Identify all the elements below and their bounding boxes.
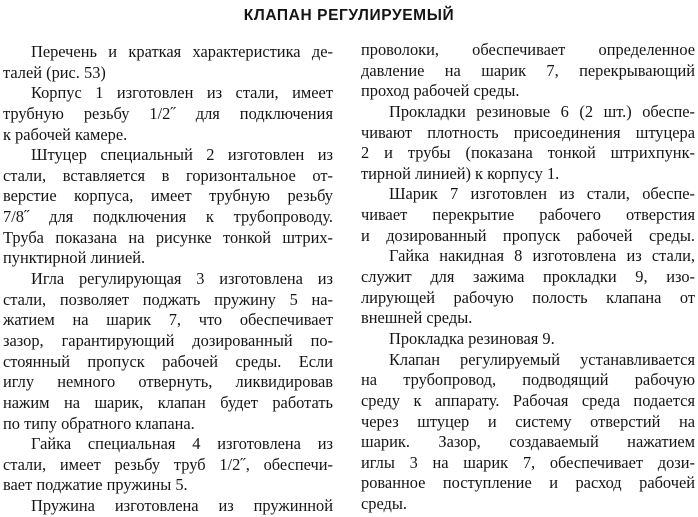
text-line: зазор, гарантирующий дозированный по- bbox=[3, 330, 333, 350]
text-line: Гайка накидная 8 изготовлена из стали, bbox=[389, 246, 695, 266]
text-line: трубную резьбу 1/2˝ для подключения bbox=[3, 103, 333, 123]
text-line: лирующей рабочую полость клапана от bbox=[361, 287, 695, 307]
text-line: Штуцер специальный 2 изготовлен из bbox=[31, 145, 333, 165]
right-text-column bbox=[361, 40, 695, 515]
text-line: нажим на шарик, клапан будет работать bbox=[3, 392, 333, 412]
text-line: внешней среды. bbox=[361, 308, 473, 328]
text-line: Пружина изготовлена из пружинной bbox=[31, 496, 333, 516]
text-line: Перечень и краткая характеристика де- bbox=[31, 42, 333, 61]
text-line: стали, имеет резьбу труб 1/2˝, обеспечи- bbox=[3, 454, 333, 474]
left-text-column bbox=[3, 42, 333, 517]
text-line: проволоки, обеспечивает определенное bbox=[361, 40, 695, 59]
text-line: Игла регулирующая 3 изготовлена из bbox=[31, 269, 333, 289]
text-line: чивают плотность присоединения штуцера bbox=[361, 122, 695, 142]
text-line: тирной линией) к корпусу 1. bbox=[361, 163, 560, 183]
text-line: на трубопровод, подводящий рабочую bbox=[361, 370, 695, 390]
text-line: стоянный пропуск рабочей среды. Если bbox=[3, 351, 333, 371]
text-line: служит для зажима прокладки 9, изо- bbox=[361, 267, 695, 287]
text-line: Корпус 1 изготовлен из стали, имеет bbox=[31, 83, 333, 103]
text-line: 7/8˝ для подключения к трубопроводу. bbox=[3, 207, 333, 227]
text-line: Прокладка резиновая 9. bbox=[389, 328, 555, 348]
text-line: иглу немного отвернуть, ликвидировав bbox=[3, 372, 333, 392]
text-line: Труба показана на рисунке тонкой штрих- bbox=[3, 227, 333, 247]
text-line: талей (рис. 53) bbox=[3, 62, 106, 82]
page-title: КЛАПАН РЕГУЛИРУЕМЫЙ bbox=[243, 7, 455, 24]
text-line: среду к аппарату. Рабочая среда подается bbox=[361, 390, 695, 410]
text-line: среды. bbox=[361, 494, 407, 514]
text-line: и дозированный пропуск рабочей среды. bbox=[361, 225, 695, 245]
text-line: стали, вставляется в горизонтальное от- bbox=[3, 165, 333, 185]
text-line: жатием на шарик 7, что обеспечивает bbox=[3, 310, 333, 330]
text-line: Гайка специальная 4 изготовлена из bbox=[31, 434, 333, 454]
text-line: 2 и трубы (показана тонкой штрихпунк- bbox=[361, 143, 695, 163]
text-line: стали, позволяет поджать пружину 5 на- bbox=[3, 289, 333, 309]
text-line: Клапан регулируемый устанавливается bbox=[389, 349, 695, 369]
text-line: рованное поступление и расход рабочей bbox=[361, 473, 695, 493]
text-line: Шарик 7 изготовлен из стали, обеспе- bbox=[389, 184, 695, 204]
text-line: вает поджатие пружины 5. bbox=[3, 475, 188, 495]
text-line: проход рабочей среды. bbox=[361, 81, 520, 101]
text-line: пунктирной линией. bbox=[3, 248, 146, 268]
text-line: шарик. Зазор, создаваемый нажатием bbox=[361, 432, 695, 452]
text-line: верстие корпуса, имеет трубную резьбу bbox=[3, 186, 333, 206]
text-line: Прокладки резиновые 6 (2 шт.) обеспе- bbox=[389, 101, 695, 121]
text-line: через штуцер и систему отверстий на bbox=[361, 411, 695, 431]
text-line: чивает перекрытие рабочего отверстия bbox=[361, 205, 695, 225]
text-line: по типу обратного клапана. bbox=[3, 413, 195, 433]
text-line: давление на шарик 7, перекрывающий bbox=[361, 60, 695, 80]
text-line: к рабочей камере. bbox=[3, 124, 128, 144]
text-line: иглы 3 на шарик 7, обеспечивает дози- bbox=[361, 452, 695, 472]
